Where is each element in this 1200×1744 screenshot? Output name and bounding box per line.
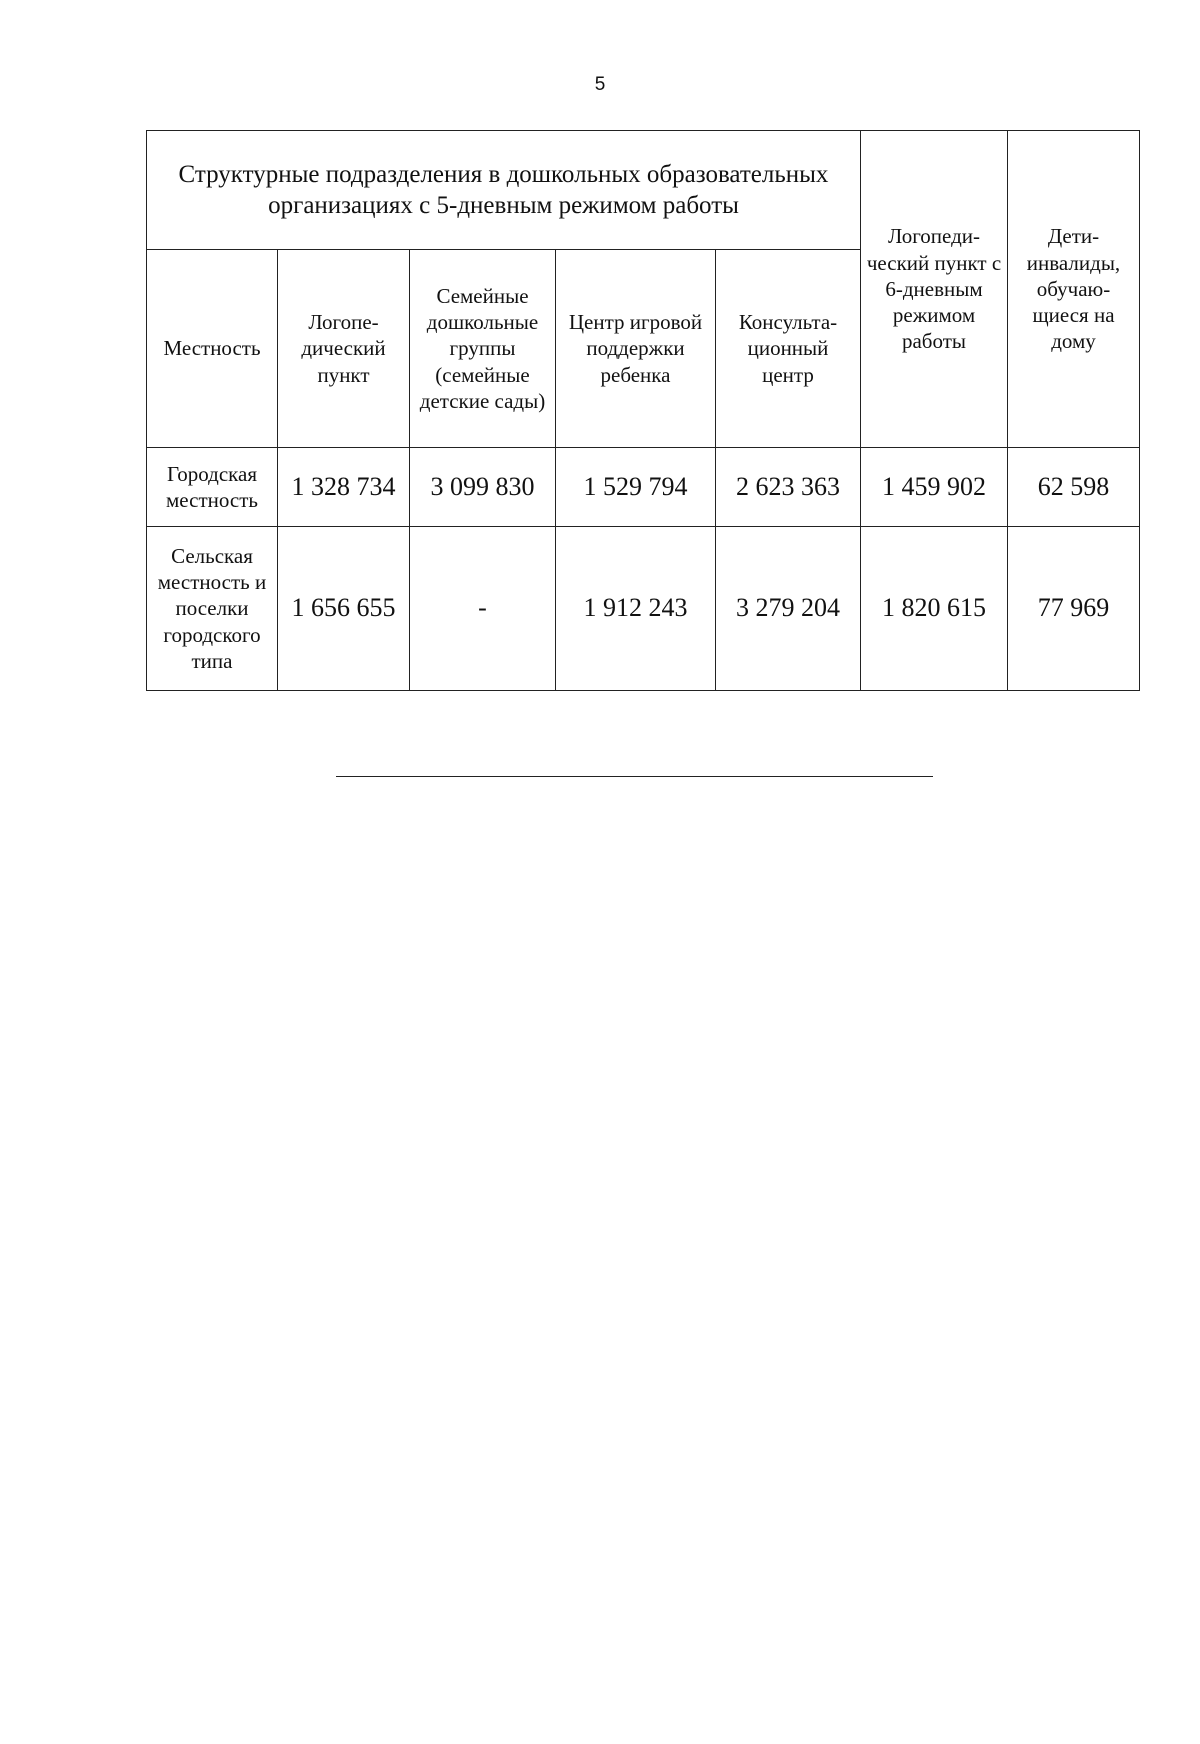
header-family-groups: Семейные дошкольные группы (семейные детские сады) — [410, 250, 556, 448]
cell-play-support-center: 1 529 794 — [556, 448, 716, 527]
cell-disabled-home: 77 969 — [1008, 527, 1140, 691]
cell-consulting-center: 2 623 363 — [716, 448, 861, 527]
footer-divider — [336, 776, 933, 777]
table-row — [147, 448, 1140, 527]
row-label: Городская местность — [147, 448, 278, 527]
cell-disabled-home: 62 598 — [1008, 448, 1140, 527]
page-number: 5 — [594, 74, 606, 95]
header-speech-point: Логопе-дический пункт — [278, 250, 410, 448]
cell-speech-point-6day: 1 459 902 — [861, 448, 1008, 527]
cell-family-groups: - — [410, 527, 556, 691]
group-header: Структурные подразделения в дошкольных образовательных организациях с 5-дневным режимом работы — [147, 131, 861, 250]
header-consulting-center: Консульта-ционный центр — [716, 250, 861, 448]
header-row-1 — [147, 131, 1140, 250]
cell-speech-point: 1 656 655 — [278, 527, 410, 691]
cell-play-support-center: 1 912 243 — [556, 527, 716, 691]
table-row — [147, 527, 1140, 691]
row-label: Сельская местность и поселки городского типа — [147, 527, 278, 691]
header-play-support-center: Центр игровой поддержки ребенка — [556, 250, 716, 448]
header-speech-point-6day: Логопеди-ческий пункт с 6-дневным режимом работы — [861, 131, 1008, 448]
header-disabled-home: Дети-инвалиды, обучаю-щиеся на дому — [1008, 131, 1140, 448]
cell-speech-point-6day: 1 820 615 — [861, 527, 1008, 691]
data-table — [146, 130, 1140, 691]
cell-speech-point: 1 328 734 — [278, 448, 410, 527]
header-locality: Местность — [147, 250, 278, 448]
cell-family-groups: 3 099 830 — [410, 448, 556, 527]
cell-consulting-center: 3 279 204 — [716, 527, 861, 691]
